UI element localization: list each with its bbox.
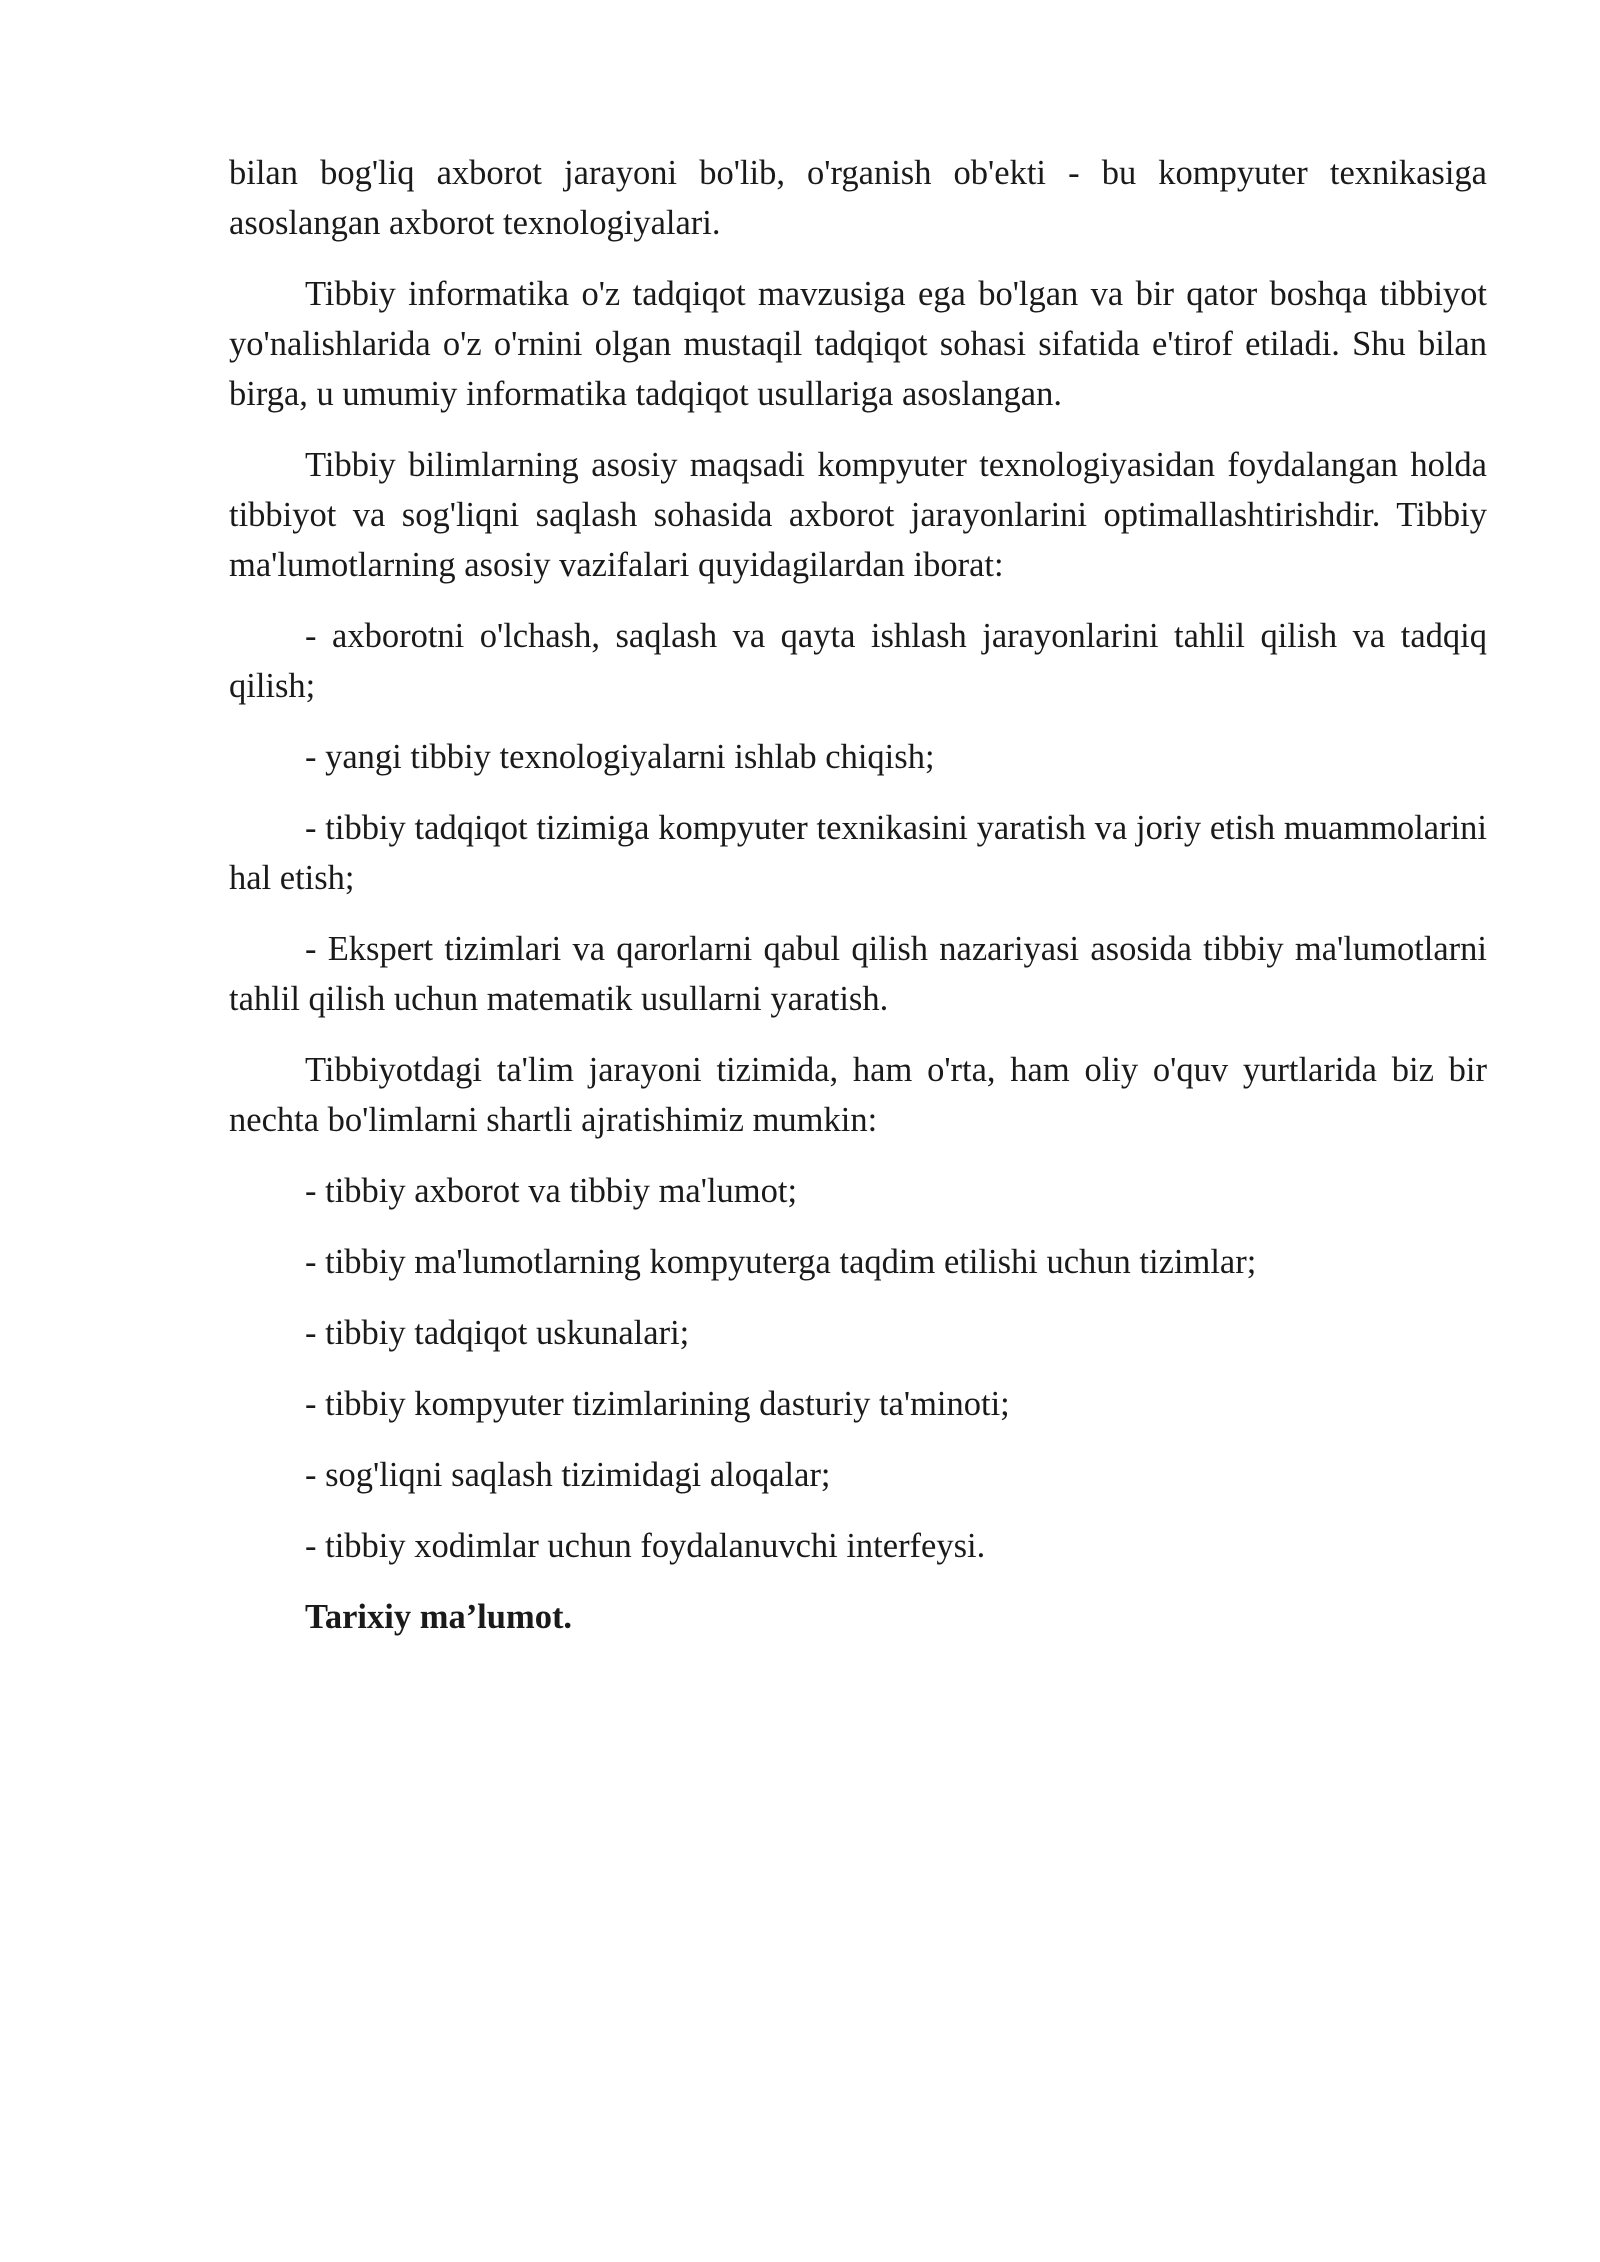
list-item-section-1: - tibbiy axborot va tibbiy ma'lumot; — [305, 1172, 798, 1210]
list-item-task-3: - tibbiy tadqiqot tizimiga kompyuter texnikasini yaratish va joriy etish muammolarini hal etish; — [229, 809, 1487, 897]
list-item-section-2: - tibbiy ma'lumotlarning kompyuterga taqdim etilishi uchun tizimlar; — [305, 1243, 1257, 1281]
paragraph-definition: Tibbiy informatika o'z tadqiqot mavzusiga ega bo'lgan va bir qator boshqa tibbiyot yo'nalishlarida o'z o'rnini olgan mustaqil tadqiqot sohasi sifatida e'tirof etiladi. Shu bilan birga, u umumiy informatika tadqiqot usullariga asoslangan. — [229, 275, 1487, 413]
list-item-task-1: - axborotni o'lchash, saqlash va qayta ishlash jarayonlarini tahlil qilish va tadqiq qilish; — [229, 617, 1487, 705]
list-item-section-5: - sog'liqni saqlash tizimidagi aloqalar; — [305, 1456, 831, 1494]
list-item-section-3: - tibbiy tadqiqot uskunalari; — [305, 1314, 690, 1352]
paragraph-goal: Tibbiy bilimlarning asosiy maqsadi kompyuter texnologiyasidan foydalangan holda tibbiyot va sog'liqni saqlash sohasida axborot jarayonlarini optimallashtirishdir. Tibbiy ma'lumotlarning asosiy vazifalari quyidagilardan iborat: — [229, 446, 1487, 584]
list-item-section-6: - tibbiy xodimlar uchun foydalanuvchi interfeysi. — [305, 1527, 986, 1565]
list-item-task-4: - Ekspert tizimlari va qarorlarni qabul qilish nazariyasi asosida tibbiy ma'lumotlarni tahlil qilish uchun matematik usullarni yaratish. — [229, 930, 1487, 1018]
section-heading: Tarixiy ma’lumot. — [305, 1598, 573, 1636]
list-item-section-4: - tibbiy kompyuter tizimlarining dasturiy ta'minoti; — [305, 1385, 1010, 1423]
list-item-task-2: - yangi tibbiy texnologiyalarni ishlab chiqish; — [305, 738, 935, 776]
document-page — [229, 148, 1487, 1663]
paragraph-intro-continuation: bilan bog'liq axborot jarayoni bo'lib, o'rganish ob'ekti - bu kompyuter texnikasiga asoslangan axborot texnologiyalari. — [229, 154, 1487, 242]
paragraph-education-sections: Tibbiyotdagi ta'lim jarayoni tizimida, ham o'rta, ham oliy o'quv yurtlarida biz bir nechta bo'limlarni shartli ajratishimiz mumkin: — [229, 1051, 1487, 1139]
